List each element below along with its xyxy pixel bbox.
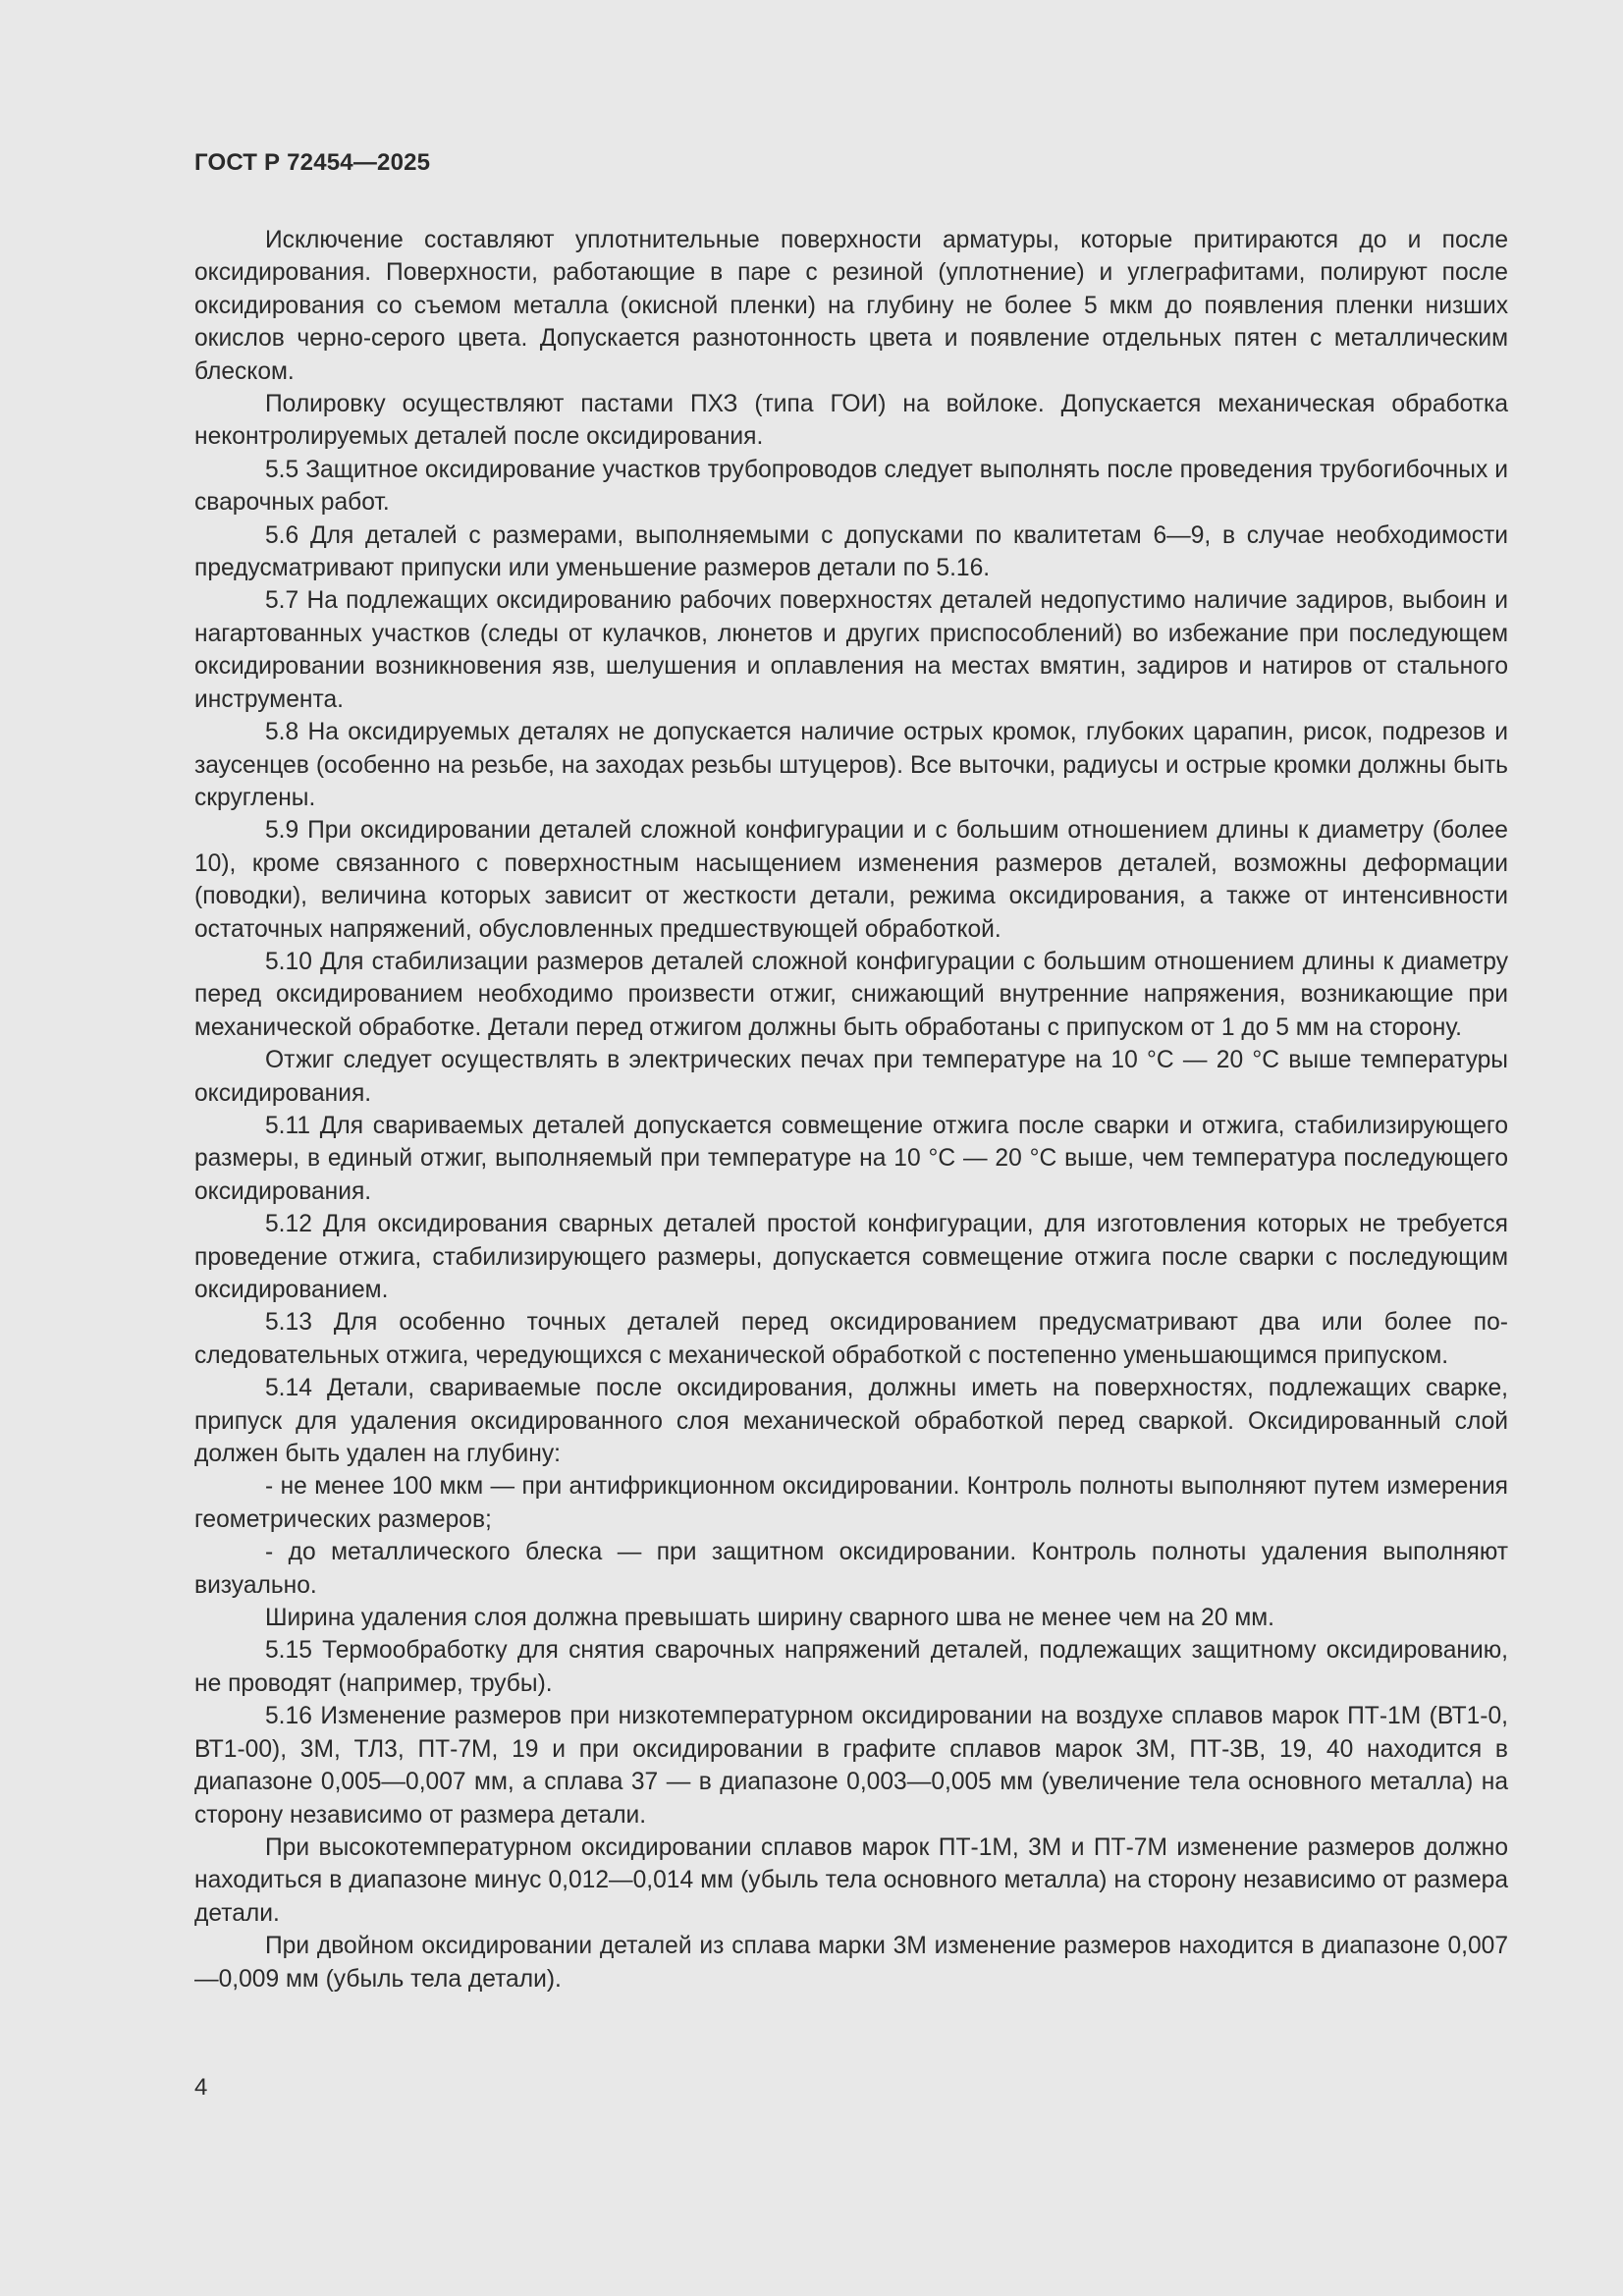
paragraph-polishing: Полировку осуществляют пастами ПХЗ (типа ГОИ) на войлоке. Допускается механическая обработка неконтролируемых деталей после оксидирования.: [194, 391, 1508, 451]
paragraph-5-9: 5.9 При оксидировании деталей сложной конфигурации и с большим отношением длины к диаметру (более 10), кроме связанного с поверхностным насыщением изменения размеров деталей, возможны деформации (поводки), величина которых зависит от жесткости детали, режима оксидирования, а также от интенсивности остаточных напряжений, обусловленных предшествующей обработкой.: [194, 817, 1508, 943]
paragraph-5-8: 5.8 На оксидируемых деталях не допускается наличие острых кромок, глубоких царапин, рисок, подрезов и заусенцев (особенно на резьбе, на заходах резьбы штуцеров). Все выточки, радиусы и острые кромки должны быть скруглены.: [194, 719, 1508, 811]
paragraph-layer-width: Ширина удаления слоя должна превышать ширину сварного шва не менее чем на 20 мм.: [265, 1605, 1275, 1632]
list-item-protective: - до металлического блеска — при защитном оксидировании. Контроль полноты удаления выполняют визуально.: [194, 1539, 1508, 1599]
paragraph-5-13: 5.13 Для особенно точных деталей перед оксидированием предусматривают два или более последовательных отжига, чередующихся с механической обработкой с постепенно уменьшающимся припуском.: [194, 1309, 1508, 1369]
paragraph-exception: Исключение составляют уплотнительные поверхности арматуры, которые притираются до и после оксидирования. Поверхности, работающие в паре с резиной (уплотнение) и углеграфитами, полируют после оксидирования со съемом металла (окисной пленки) на глубину не более 5 мкм до появления пленки низших окислов черно-серого цвета. Допускается разнотонность цвета и появление отдельных пятен с металлическим блеском.: [194, 227, 1508, 385]
paragraph-5-10: 5.10 Для стабилизации размеров деталей сложной конфигурации с большим отношением длины к диаметру перед оксидированием необходимо произвести отжиг, снижающий внутренние напряжения, возникающие при механической обработке. Детали перед отжигом должны быть обработаны с припуском от 1 до 5 мм на сторону.: [194, 948, 1508, 1041]
paragraph-5-12: 5.12 Для оксидирования сварных деталей простой конфигурации, для изготовления которых не требуется проведение отжига, стабилизирующего размеры, допускается совмещение отжига после сварки с последующим оксидированием.: [194, 1211, 1508, 1303]
paragraph-5-11: 5.11 Для свариваемых деталей допускается совмещение отжига после сварки и отжига, стабилизирующего размеры, в единый отжиг, выполняемый при температуре на 10 °С — 20 °С выше, чем температура последующего оксидирования.: [194, 1112, 1508, 1205]
paragraph-5-15: 5.15 Термообработку для снятия сварочных напряжений деталей, подлежащих защитному оксидированию, не проводят (например, трубы).: [194, 1637, 1508, 1697]
document-body: [194, 224, 1508, 1995]
paragraph-high-temp: При высокотемпературном оксидировании сплавов марок ПТ-1М, 3М и ПТ-7М изменение размеров должно находиться в диапазоне минус 0,012—0,014 мм (убыль тела основного металла) на сторону независимо от размера детали.: [194, 1833, 1508, 1927]
document-header: ГОСТ Р 72454—2025: [194, 149, 431, 176]
paragraph-double-oxidation: При двойном оксидировании деталей из сплава марки 3М изменение размеров находится в диапазоне 0,007—0,009 мм (убыль тела детали).: [194, 1933, 1508, 1993]
paragraph-5-5: 5.5 Защитное оксидирование участков трубопроводов следует выполнять после проведения трубогибочных и сварочных работ.: [194, 456, 1508, 517]
page-number: 4: [194, 2074, 208, 2101]
paragraph-annealing: Отжиг следует осуществлять в электрических печах при температуре на 10 °С — 20 °С выше температуры оксидирования.: [194, 1047, 1508, 1107]
paragraph-5-6: 5.6 Для деталей с размерами, выполняемыми с допусками по квалитетам 6—9, в случае необходимости предусматривают припуски или уменьшение размеров детали по 5.16.: [194, 521, 1508, 582]
paragraph-5-14: 5.14 Детали, свариваемые после оксидирования, должны иметь на поверхностях, подлежащих сварке, припуск для удаления оксидированного слоя механической обработкой перед сваркой. Оксидированный слой должен быть удален на глубину:: [194, 1375, 1508, 1468]
list-item-antifriction: - не менее 100 мкм — при антифрикционном оксидировании. Контроль полноты выполняют путем измерения геометрических размеров;: [194, 1473, 1508, 1533]
paragraph-5-16: 5.16 Изменение размеров при низкотемпературном оксидировании на воздухе сплавов марок ПТ-1М (ВТ1-0, ВТ1-00), 3М, ТЛ3, ПТ-7М, 19 и при оксидировании в графите сплавов марок 3М, ПТ-3В, 19, 40 находится в диапазоне 0,005—0,007 мм, а сплава 37 — в диапазоне 0,003—0,005 мм (увеличение тела основного металла) на сторону независимо от размера детали.: [194, 1703, 1508, 1829]
paragraph-5-7: 5.7 На подлежащих оксидированию рабочих поверхностях деталей недопустимо наличие задиров, выбоин и нагартованных участков (следы от кулачков, люнетов и других приспособлений) во избежание при последующем оксидировании возникновения язв, шелушения и оплавления на местах вмятин, задиров и натиров от стального инструмента.: [194, 587, 1508, 713]
